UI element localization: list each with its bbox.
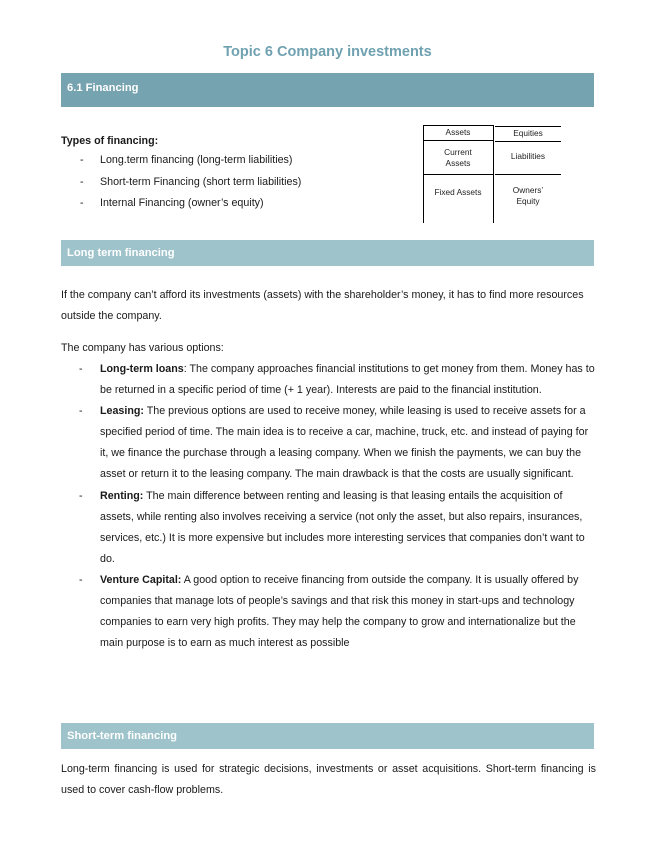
bs-header-line-right (495, 141, 561, 142)
option-term: Long-term loans (100, 363, 184, 375)
bs-divider-assets (423, 174, 493, 175)
list-item (61, 401, 596, 485)
bs-equities-label: Equities (513, 128, 543, 138)
section-header-short-term: Short-term financing (61, 723, 594, 749)
page-title: Topic 6 Company investments (223, 44, 432, 60)
bs-assets-label: Assets (445, 127, 471, 137)
bs-fixed-assets: Fixed Assets (434, 187, 482, 197)
long-term-intro: If the company can’t afford its investments (assets) with the shareholder’s money, it has to find more resources outside the company. (61, 289, 584, 322)
option-text: The company approaches financial institutions to get money from them. Money has to be returned in a specific period of time (+ 1 year). Interests are paid to the financial institution. (100, 363, 595, 397)
list-item: - Long.term financing (long-term liabilities) (61, 150, 301, 172)
list-item (61, 486, 596, 570)
balance-sheet-diagram (423, 125, 563, 223)
list-item: - Internal Financing (owner’s equity) (61, 193, 301, 215)
list-item (61, 570, 596, 654)
bs-top-line-left (423, 125, 493, 126)
bs-current-assets: Current Assets (444, 147, 472, 168)
bs-liabilities: Liabilities (510, 151, 546, 161)
option-text: The main difference between renting and leasing is that leasing entails the acquisition of assets, while renting also involves receiving a service (not only the asset, but also repairs, insurances, services, etc.) It is more expensive but includes more interesting services that companies don’t want to do. (100, 489, 585, 565)
dash-bullet: - (80, 175, 84, 188)
section-header-financing: 6.1 Financing (61, 73, 594, 107)
dash-bullet: - (79, 363, 83, 375)
dash-bullet: - (79, 489, 83, 502)
section-header-long-term: Long term financing (61, 240, 594, 266)
types-of-financing-list (61, 150, 301, 215)
dash-bullet: - (79, 573, 83, 586)
option-term: Leasing: (100, 405, 144, 418)
bs-left-border (423, 125, 424, 223)
option-text: A good option to receive financing from outside the company. It is usually offered by companies that manage lots of people’s savings and that risk this money in start-ups and technology companies to earn very high profits. They may help the company to grow and internationalize but the main purpose is to earn as much interest as possible (100, 573, 579, 650)
bs-top-line-right (495, 126, 561, 127)
options-intro: The company has various options: (61, 342, 224, 354)
dash-bullet: - (80, 154, 84, 166)
types-of-financing-heading: Types of financing: (61, 135, 159, 147)
list-item: - Short-term Financing (short term liabilities) (61, 172, 301, 194)
bs-header-line-left (423, 140, 493, 141)
option-term: Renting: (100, 489, 144, 502)
bs-center-line (493, 125, 494, 223)
option-term: Venture Capital: (100, 573, 182, 586)
dash-bullet: - (79, 405, 83, 418)
bs-owners-equity: Owners’ Equity (512, 185, 544, 206)
option-text: The previous options are used to receive money, while leasing is used to receive assets for a specified period of time. The main idea is to receive a car, machine, truck, etc. and instead of paying for it, we finance the purchase through a leasing company. When we finish the payments, we can buy the asset or return it to the leasing company. The main drawback is that the costs are usually significant. (100, 405, 589, 481)
financing-options-list (61, 359, 596, 654)
list-item: - Long-term loans: The company approaches financial institutions to get money from them. Money has to be returned in a specific period of time (+ 1 year). Interests are paid to the financial institution. (61, 359, 596, 401)
short-term-text: Long-term financing is used for strategic decisions, investments or asset acquisitions. Short-term financing is used to cover cash-flow problems. (61, 763, 596, 796)
dash-bullet: - (80, 197, 84, 209)
bs-divider-equities (495, 174, 561, 175)
